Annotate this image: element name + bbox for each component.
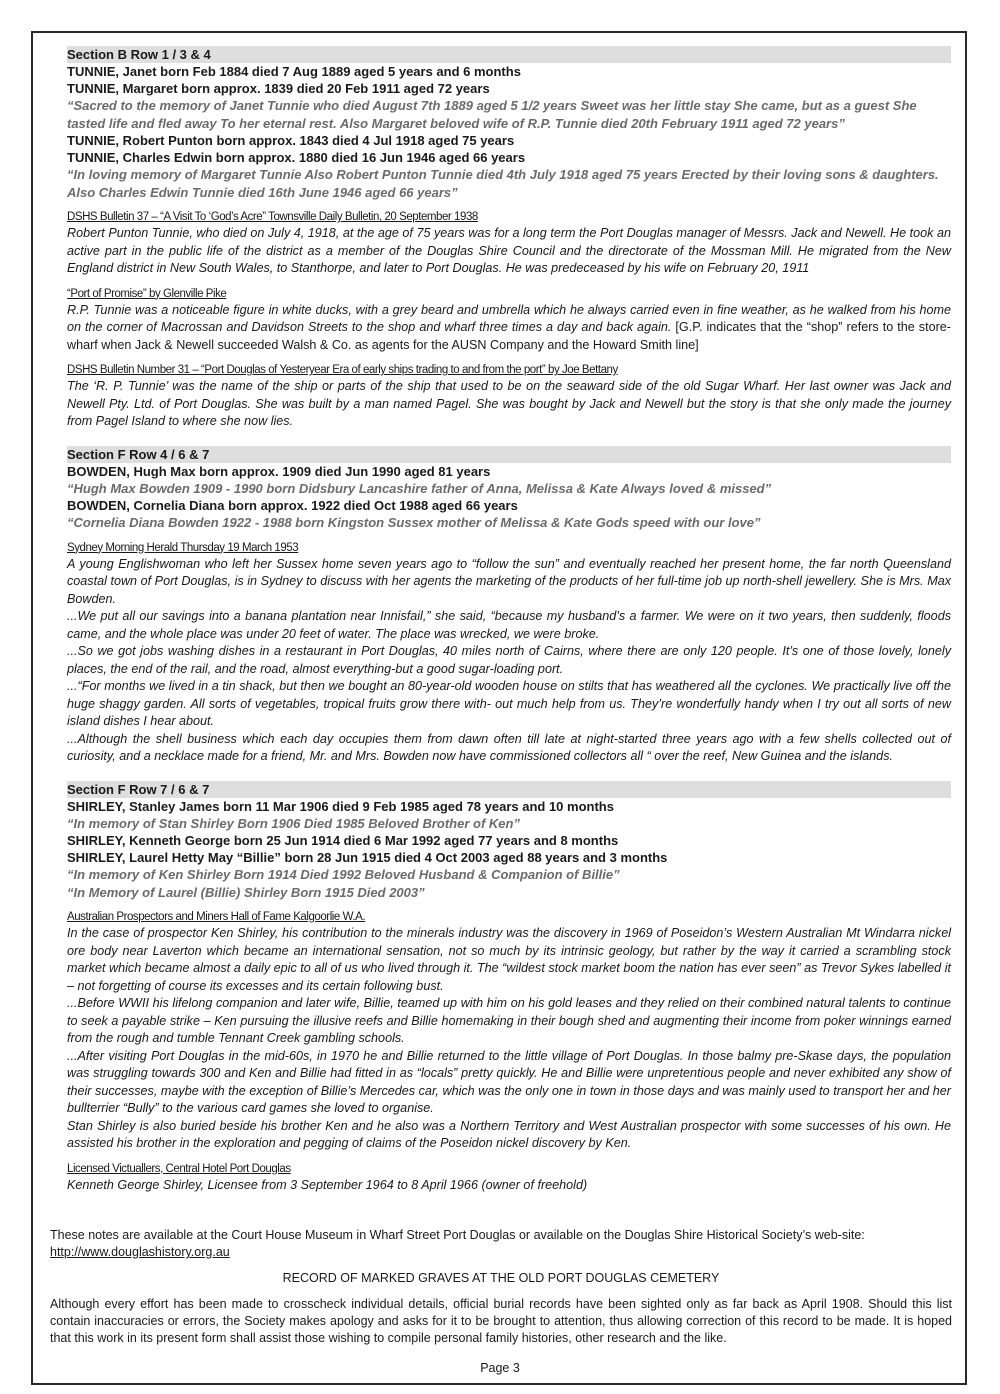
source-title: Australian Prospectors and Miners Hall of Fame Kalgoorlie W.A. [67,911,366,923]
burial-entry: BOWDEN, Hugh Max born approx. 1909 died Jun 1990 aged 81 years [67,463,491,479]
inscription: “Hugh Max Bowden 1909 - 1990 born Didsbury Lancashire father of Anna, Melissa & Kate Always loved & missed” [67,480,772,496]
source-paragraph: Stan Shirley is also buried beside his brother Ken and he also was a Northern Territory and West Australian prospector with some successes of his own. He assisted his brother in the exploration and pegging of claims of the Poseidon nickel discovery by Ken. [67,1118,951,1150]
source-paragraph: ...We put all our savings into a banana plantation near Innisfail,” she said, “because my husband’s a farmer. We were on it two years, then suddenly, floods came, and the whole place was under 20 feet of water. The place was wrecked, we were broke. [67,609,951,641]
source-paragraph: ...“For months we lived in a tin shack, but then we bought an 80-year-old wooden house on stilts that has weathered all the cyclones. We practically live off the huge shaggy garden. All sorts of vegetables, tropical fruits grow there with- out much help from us. They’re wonderfully handy when I try out all sorts of new island dishes I hear about. [67,679,951,728]
source-paragraph [67,302,951,355]
burial-entry: SHIRLEY, Laurel Hetty May “Billie” born 28 Jun 1915 died 4 Oct 2003 aged 88 years and 3 months [67,850,668,865]
source-paragraph: ...So we got jobs washing dishes in a restaurant in Port Douglas, 40 miles north of Cairns, where there are only 120 people. It’s one of those lovely, lonely places, the end of the rail, and the road, almost everything-but a good sugar-loading port. [67,644,951,676]
spacer [67,201,951,210]
spacer [67,1153,951,1162]
burial-entry: SHIRLEY, Kenneth George born 25 Jun 1914 died 6 Mar 1992 aged 77 years and 8 months [67,833,619,848]
inscription: “In loving memory of Margaret Tunnie Also Robert Punton Tunnie died 4th July 1918 aged 75 years Erected by their loving sons & daughters. Also Charles Edwin Tunnie died 16th June 1946 aged 66 years” [67,167,939,200]
spacer [67,901,951,910]
burial-entry: SHIRLEY, Stanley James born 11 Mar 1906 died 9 Feb 1985 aged 78 years and 10 months [67,798,614,814]
source-title: Sydney Morning Herald Thursday 19 March 1953 [67,541,299,554]
source-paragraph: The ‘R. P. Tunnie’ was the name of the ship or parts of the ship that used to be on the seaward side of the old Sugar Wharf. Her last owner was Jack and Newell Pty. Ltd. of Port Douglas. She was built by a man named Pagel. She was bought by Jack and Newell but the story is that she only made the journey from Pagel Island to where she now lies. [67,379,951,428]
spacer [67,766,951,781]
notes-availability [50,1227,952,1261]
disclaimer-text: Although every effort has been made to crosscheck individual details, official burial records have been sighted only as far back as April 1908. Should this list contain inaccuracies or errors, the Society makes apology and asks for it to be brought to attention, thus allowing correction of this record to be made. It is hoped that this work in its present form shall assist those wishing to compile personal family histories, other research and the like. [50,1297,952,1345]
source-title: Licensed Victuallers, Central Hotel Port Douglas [67,1162,291,1175]
grave-section [67,46,951,431]
inscription: “In Memory of Laurel (Billie) Shirley Born 1915 Died 2003” [67,884,425,900]
spacer [67,278,951,287]
source-paragraph: Robert Punton Tunnie, who died on July 4, 1918, at the age of 75 years was for a long term the Port Douglas manager of Messrs. Jack and Newell. He took an active part in the public life of the district as a member of the Douglas Shire Council and the directorate of the Mossman Mill. He migrated from the New England district in New South Wales, to Stanthorpe, and later to Port Douglas. He was predeceased by his wife on February 20, 1911 [67,226,951,275]
source-text: R.P. Tunnie was a noticeable figure in white ducks, with a grey beard and umbrella which he always carried even in fine weather, as he walked from his home on the corner of Macrossan and Davidson Streets to the shop and wharf three times a day and back again. [67,302,951,334]
website-link[interactable]: http://www.douglashistory.org.au [50,1245,230,1259]
grave-section [67,781,951,1195]
inscription: “Cornelia Diana Bowden 1922 - 1988 born Kingston Sussex mother of Melissa & Kate Gods speed with our love” [67,515,761,530]
source-paragraph: In the case of prospector Ken Shirley, his contribution to the minerals industry was the discovery in 1969 of Poseidon’s Western Australian Mt Windarra nickel ore body near Laverton which became an international sensation, not so much by its intrinsic geology, but rather by the way it carried a scrambling stock market which became almost a daily epic to all of us who lived through it. The “wildest stock market boom the nation has ever seen” as Trevor Sykes labelled it – not forgetting of course its excesses and its certain following bust. [67,926,951,993]
source-title: DSHS Bulletin Number 31 – “Port Douglas of Yesteryear Era of early ships trading to and from the port” by Joe Bettany [67,364,618,376]
cemetery-records [67,46,951,1194]
source-paragraph: ...Before WWII his lifelong companion and later wife, Billie, teamed up with him on his gold leases and they relied on their combined natural talents to continue to seek a payable strike – Ken pursuing the illusive reefs and Billie homemaking in their bough shed and augmenting their income from poker winnings earned from the rough and tumble Tennant Creek gambling schools. [67,996,951,1045]
source-paragraph: Kenneth George Shirley, Licensee from 3 September 1964 to 8 April 1966 (owner of freehold) [67,1177,588,1192]
record-title [50,1270,952,1287]
spacer [67,354,951,363]
grave-section [67,446,951,766]
page-number: Page 3 [480,1361,520,1375]
section-heading: Section B Row 1 / 3 & 4 [67,46,951,63]
record-title-text: RECORD OF MARKED GRAVES AT THE OLD PORT DOUGLAS CEMETERY [282,1271,720,1285]
source-paragraph: A young Englishwoman who left her Sussex home seven years ago to “follow the sun” and eventually reached her present home, the far north Queensland coastal town of Port Douglas, is in Sydney to discuss with her agents the marketing of the products of her full-time job up north-shell jewellery. She is Mrs. Max Bowden. [67,556,951,606]
burial-entry: TUNNIE, Robert Punton born approx. 1843 died 4 Jul 1918 aged 75 years [67,133,515,148]
burial-entry: BOWDEN, Cornelia Diana born approx. 1922 died Oct 1988 aged 66 years [67,498,518,513]
inscription: “In memory of Ken Shirley Born 1914 Died 1992 Beloved Husband & Companion of Billie” [67,867,620,882]
inscription: “Sacred to the memory of Janet Tunnie who died August 7th 1889 aged 5 1/2 years Sweet was her little stay She came, but as a guest She tasted life and fled away To her eternal rest. Also Margaret beloved wife of R.P. Tunnie died 20th February 1911 aged 72 years” [67,98,917,131]
burial-entry: TUNNIE, Janet born Feb 1884 died 7 Aug 1889 aged 5 years and 6 months [67,64,521,79]
section-heading: Section F Row 4 / 6 & 7 [67,446,951,463]
spacer [67,532,951,541]
inscription: “In memory of Stan Shirley Born 1906 Died 1985 Beloved Brother of Ken” [67,815,520,831]
burial-entry: TUNNIE, Charles Edwin born approx. 1880 died 16 Jun 1946 aged 66 years [67,150,526,165]
source-paragraph: ...After visiting Port Douglas in the mid-60s, in 1970 he and Billie returned to the little village of Port Douglas. In those balmy pre-Skase days, the population was struggling towards 300 and Ken and Billie had fitted in as “locals” pretty quickly. He and Billie were unpretentious people and never exhibited any show of their successes, maybe with the exception of Billie’s Mercedes car, which was the only one in town in those days and was mainly used to transport her and her bullterrier “Bully” to the various card games she loved to organise. [67,1048,951,1115]
section-heading: Section F Row 7 / 6 & 7 [67,781,951,798]
editor-note: [G.P. indicates that the “shop” refers to the store-wharf when Jack & Newell succeeded Walsh & Co. as agents for the AUSN Company and the Howard Smith line] [67,320,951,352]
spacer [67,431,951,446]
notes-text: These notes are available at the Court House Museum in Wharf Street Port Douglas or available on the Douglas Shire Historical Society’s web-site: [50,1228,865,1242]
source-paragraph: ...Although the shell business which each day occupies them from dawn often till late at night-started three years ago with a few shells collected out of curiosity, and a necklace made for a friend, Mr. and Mrs. Bowden now have commissioned collectors all “ over the reef, New Guinea and the islands. [67,731,951,763]
burial-entry: TUNNIE, Margaret born approx. 1839 died 20 Feb 1911 aged 72 years [67,81,490,96]
source-title: “Port of Promise” by Glenville Pike [67,287,227,300]
source-title: DSHS Bulletin 37 – “A Visit To ‘God’s Acre” Townsville Daily Bulletin, 20 September 1938 [67,211,478,223]
disclaimer [50,1296,952,1347]
